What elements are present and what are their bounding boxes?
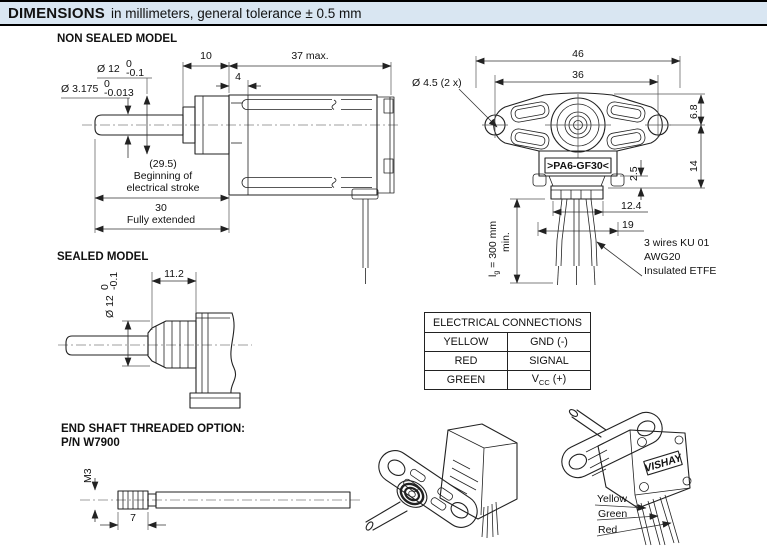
wire-color-red: RED xyxy=(425,352,508,371)
dim-19-label: 19 xyxy=(622,219,634,231)
dia-3175-tol-hi: 0 xyxy=(104,78,110,90)
sealed-model-heading: SEALED MODEL xyxy=(57,251,149,263)
signal-signal: SIGNAL xyxy=(508,352,591,371)
page-title: DIMENSIONS xyxy=(8,4,106,22)
dia-3175-label: Ø 3.175 xyxy=(61,83,99,95)
connections-table-title: ELECTRICAL CONNECTIONS xyxy=(425,313,591,333)
sealed-side-view xyxy=(58,268,252,408)
dim-25-label: 2.5 xyxy=(628,166,640,181)
dim-124-label: 12.4 xyxy=(621,200,642,212)
wire-color-green: GREEN xyxy=(425,371,508,390)
sealed-dia-12-tol-hi: 0 xyxy=(99,284,111,290)
dim-4-label: 4 xyxy=(235,71,241,83)
end-shaft-title: END SHAFT THREADED OPTION: xyxy=(61,423,245,435)
dia-3175-tol-lo: -0.013 xyxy=(104,87,134,99)
hole-diameter-label: Ø 4.5 (2 x) xyxy=(412,77,462,89)
end-shaft-part-number: P/N W7900 xyxy=(61,437,120,449)
dim-10-label: 10 xyxy=(200,50,212,62)
wire-length-label: $l_g = 300$ mm xyxy=(487,220,501,277)
extended-value: 30 xyxy=(155,202,167,214)
end-shaft-drawing xyxy=(80,468,360,530)
vishay-logo: VISHAY xyxy=(643,452,684,475)
thread-m3-label: M3 xyxy=(82,468,94,483)
stroke-caption-2: electrical stroke xyxy=(126,182,200,194)
isometric-view-front xyxy=(365,424,517,538)
stroke-caption-1: Beginning of xyxy=(133,170,193,182)
signal-vcc: $V_{CC}$ (+) xyxy=(508,371,591,390)
wires-note-2: AWG20 xyxy=(644,251,681,263)
dim-112-label: 11.2 xyxy=(164,268,184,280)
wire-label-green: Green xyxy=(598,508,628,520)
non-sealed-side-view xyxy=(61,50,400,284)
sealed-dia-12-tol-lo: -0.1 xyxy=(108,271,120,290)
material-marking: >PA6-GF30< xyxy=(547,160,609,172)
sealed-dia-12-label: Ø 12 xyxy=(104,295,116,318)
wires-note-1: 3 wires KU 01 xyxy=(644,237,710,249)
page-subtitle: in millimeters, general tolerance ± 0.5 mm xyxy=(111,5,362,21)
dim-36-label: 36 xyxy=(572,69,584,81)
wire-length-min-label: min. xyxy=(500,232,512,252)
flange-front-view xyxy=(412,48,716,285)
stroke-value: (29.5) xyxy=(149,158,177,170)
dim-7-label: 7 xyxy=(130,512,136,524)
dia-12-tol-lo: -0.1 xyxy=(126,67,145,79)
extended-caption: Fully extended xyxy=(126,214,196,226)
dim-14-label: 14 xyxy=(688,160,700,172)
non-sealed-model-heading: NON SEALED MODEL xyxy=(57,33,178,45)
isometric-view-back xyxy=(556,407,691,545)
dim-46-label: 46 xyxy=(572,48,584,60)
wire-label-yellow: Yellow xyxy=(597,493,627,505)
dia-12-label: Ø 12 xyxy=(97,63,120,75)
dim-68-label: 6.8 xyxy=(688,104,700,119)
dim-37max-label: 37 max. xyxy=(291,50,329,62)
wire-label-red: Red xyxy=(598,524,618,536)
wire-color-yellow: YELLOW xyxy=(425,333,508,352)
dia-12-tol-hi: 0 xyxy=(126,58,132,70)
signal-gnd: GND (-) xyxy=(508,333,591,352)
wires-note-3: Insulated ETFE xyxy=(644,265,717,277)
